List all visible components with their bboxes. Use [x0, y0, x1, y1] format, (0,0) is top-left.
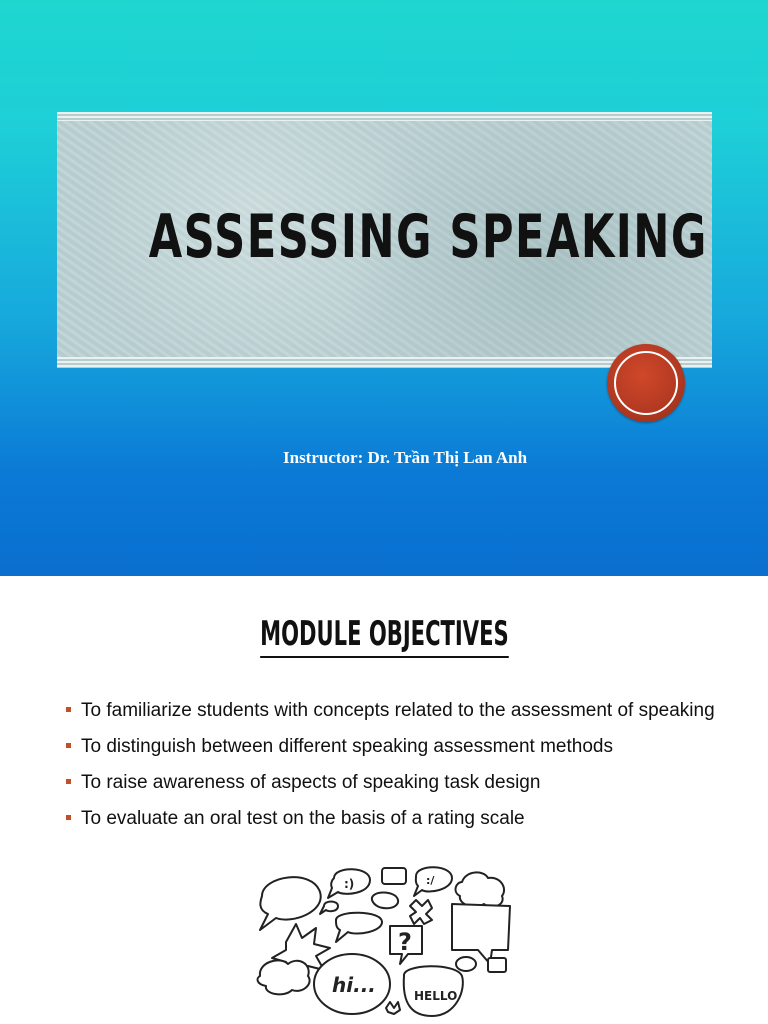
objective-text: To evaluate an oral test on the basis of a rating scale [81, 808, 525, 829]
objective-item [66, 736, 716, 758]
objective-item [66, 700, 716, 722]
objectives-list [66, 700, 716, 844]
frown-label: :/ [426, 874, 435, 887]
hi-label: hi... [332, 973, 376, 997]
instructor-line: Instructor: Dr. Trần Thị Lan Anh [283, 448, 528, 467]
bullet-icon [66, 707, 71, 712]
speech-bubbles-icon [252, 866, 514, 1024]
objectives-heading-wrap [0, 614, 768, 658]
bullet-icon [66, 743, 71, 748]
objectives-heading: MODULE OBJECTIVES [260, 614, 509, 658]
objective-text: To distinguish between different speaking assessment methods [81, 736, 613, 757]
objective-text: To raise awareness of aspects of speaking task design [81, 772, 541, 793]
objective-text: To familiarize students with concepts related to the assessment of speaking [81, 700, 715, 721]
slide-title: ASSESSING SPEAKING [148, 202, 708, 272]
red-seal-icon [607, 344, 685, 422]
objective-item [66, 808, 716, 830]
bullet-icon [66, 815, 71, 820]
hello-label: HELLO [414, 989, 458, 1003]
seal-ring [614, 351, 678, 415]
question-label: ? [398, 928, 412, 956]
smile-label: :) [344, 877, 355, 891]
objectives-slide [0, 576, 768, 1024]
bullet-icon [66, 779, 71, 784]
title-banner [57, 112, 712, 368]
objective-item [66, 772, 716, 794]
